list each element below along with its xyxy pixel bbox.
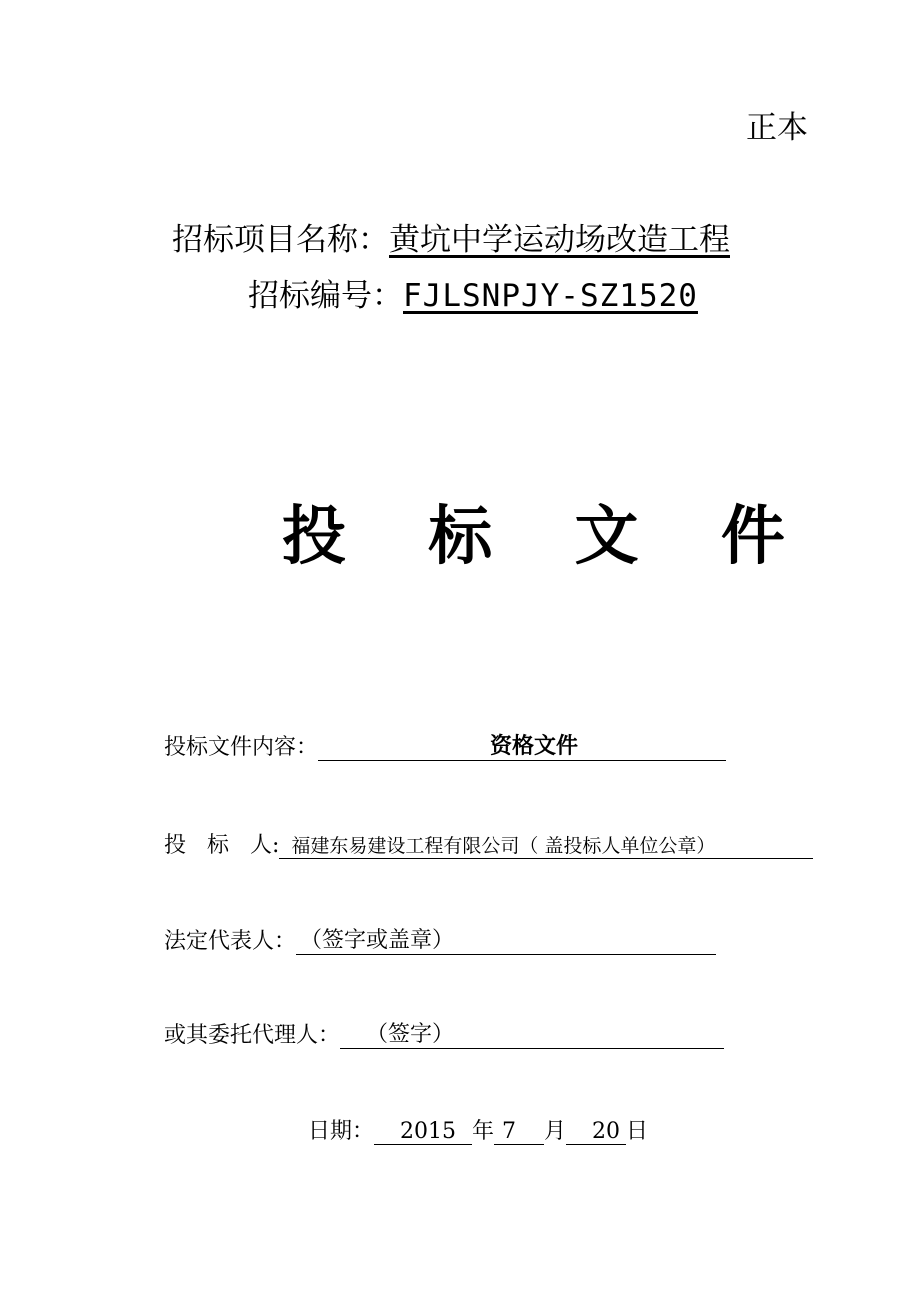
month-underline (494, 1118, 544, 1145)
bidder-field (164, 828, 813, 859)
bidder-value: 福建东易建设工程有限公司（ 盖投标人单位公章） (291, 835, 716, 857)
agent-label: 或其委托代理人： (164, 1023, 341, 1048)
legal-rep-value: （签字或盖章） (300, 928, 455, 953)
project-code-label: 招标编号： (248, 278, 403, 314)
date-field (308, 1114, 648, 1145)
year-unit: 年 (472, 1119, 495, 1144)
date-month: 7 (502, 1119, 517, 1144)
content-field (164, 730, 726, 761)
month-unit: 月 (544, 1119, 567, 1144)
agent-underline (340, 1022, 724, 1049)
project-code-line (248, 270, 698, 315)
legal-rep-underline (296, 928, 716, 955)
agent-field (164, 1018, 724, 1049)
content-label: 投标文件内容： (164, 735, 319, 760)
date-year: 2015 (400, 1119, 457, 1144)
date-day: 20 (592, 1119, 621, 1144)
project-name-line (172, 214, 730, 259)
year-underline (374, 1118, 472, 1145)
date-label: 日期： (308, 1119, 375, 1144)
bidder-underline (279, 832, 813, 859)
content-underline (318, 734, 726, 761)
legal-rep-label: 法定代表人： (164, 929, 297, 954)
day-unit: 日 (626, 1119, 649, 1144)
document-title: 投 标 文 件 (282, 499, 815, 574)
project-name-label: 招标项目名称： (172, 222, 389, 258)
original-copy-mark: 正本 (746, 110, 808, 146)
legal-rep-field (164, 924, 716, 955)
agent-value: （签字） (366, 1022, 455, 1047)
content-value: 资格文件 (490, 733, 579, 759)
bidder-label: 投 标 人: (164, 833, 280, 858)
project-code-value: FJLSNPJY-SZ1520 (403, 278, 698, 314)
project-name-value: 黄坑中学运动场改造工程 (389, 222, 730, 258)
day-underline (566, 1118, 626, 1145)
